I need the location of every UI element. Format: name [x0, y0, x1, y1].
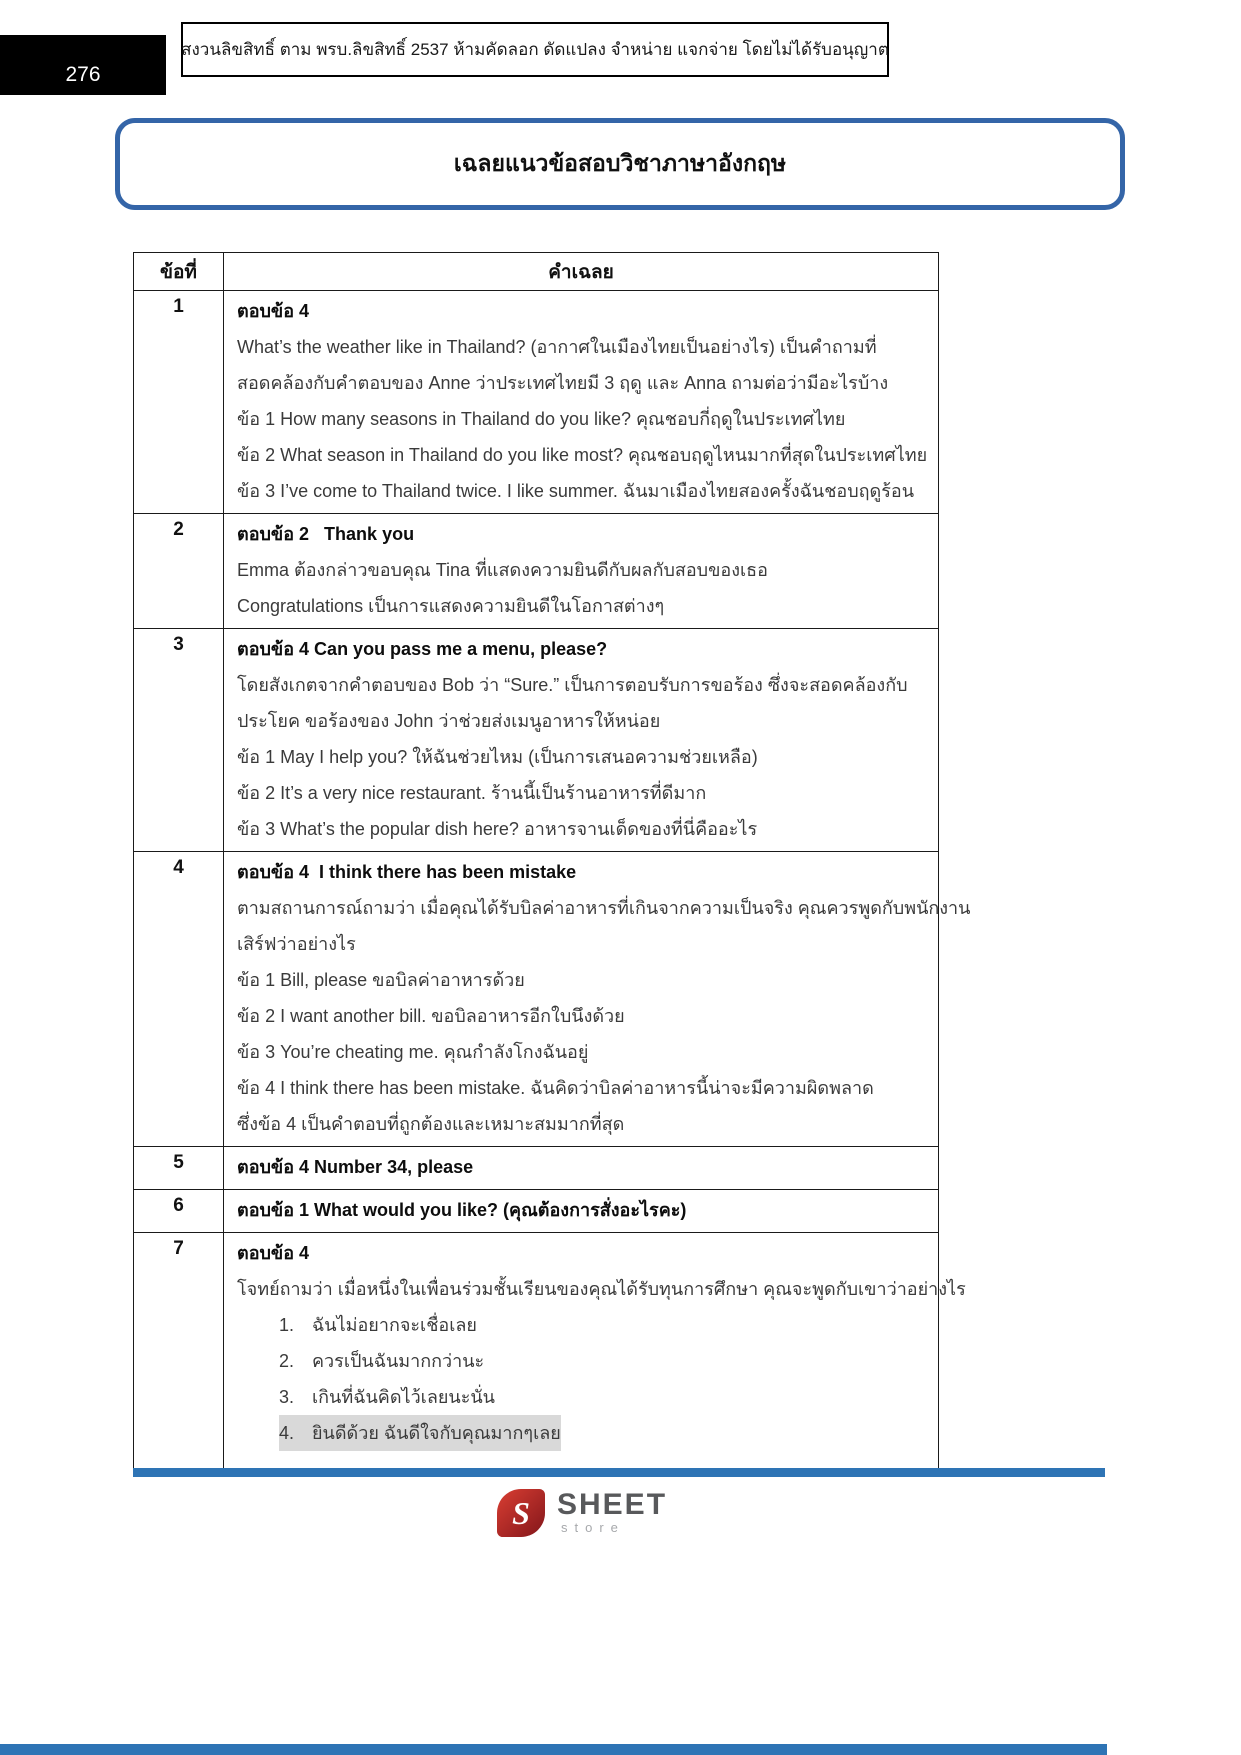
copyright-box: [181, 22, 889, 77]
answer-line: ข้อ 1 How many seasons in Thailand do you like? คุณชอบกี่ฤดูในประเทศไทย: [237, 409, 846, 429]
page-title: เฉลยแนวข้อสอบวิชาภาษาอังกฤษ: [453, 150, 787, 176]
answer-title: ตอบข้อ 4: [237, 301, 310, 321]
answer-line: ข้อ 2 What season in Thailand do you like most? คุณชอบฤดูไหนมากที่สุดในประเทศไทย: [237, 445, 928, 465]
answer-line: ข้อ 1 May I help you? ให้ฉันช่วยไหม (เป็นการเสนอความช่วยเหลือ): [237, 747, 758, 767]
column-header-answer: คำเฉลย: [224, 253, 939, 291]
row-number: 3: [134, 629, 224, 852]
brand-text: [557, 1490, 667, 1536]
choice-item: [237, 1379, 928, 1415]
row-number: 6: [134, 1190, 224, 1233]
choice-item-highlighted: [237, 1415, 928, 1451]
answer-line: ข้อ 1 Bill, please ขอบิลค่าอาหารด้วย: [237, 970, 525, 990]
footer-divider-line: [133, 1468, 1105, 1477]
table-row: [134, 1147, 939, 1190]
answer-line: ซึ่งข้อ 4 เป็นคำตอบที่ถูกต้องและเหมาะสมมากที่สุด: [237, 1114, 625, 1134]
answer-title: ตอบข้อ 4 I think there has been mistake: [237, 862, 577, 882]
choice-item: [237, 1343, 928, 1379]
choice-text: ยินดีด้วย ฉันดีใจกับคุณมากๆเลย: [312, 1423, 561, 1443]
table-header-row: [134, 253, 939, 291]
answer-table: [133, 252, 971, 1476]
answer-line: ข้อ 3 I’ve come to Thailand twice. I like summer. ฉันมาเมืองไทยสองครั้งฉันชอบฤดูร้อน: [237, 481, 915, 501]
brand-subname: store: [561, 1520, 625, 1535]
answer-cell: [224, 852, 971, 1147]
choice-text: ฉันไม่อยากจะเชื่อเลย: [312, 1315, 477, 1335]
choice-content: [279, 1343, 484, 1379]
choice-number: 2.: [279, 1351, 295, 1371]
answer-title: ตอบข้อ 4 Can you pass me a menu, please?: [237, 639, 608, 659]
row-number: 2: [134, 514, 224, 629]
table-row: [134, 291, 939, 514]
table-row: [134, 629, 939, 852]
answer-line: ข้อ 3 What’s the popular dish here? อาหารจานเด็ดของที่นี่คืออะไร: [237, 819, 758, 839]
answer-cell: [224, 1190, 939, 1233]
choice-number: 3.: [279, 1387, 295, 1407]
table-row: [134, 1233, 939, 1476]
choice-content: [279, 1379, 495, 1415]
choice-text: เกินที่ฉันคิดไว้เลยนะนั่น: [312, 1387, 495, 1407]
choice-text: ควรเป็นฉันมากกว่านะ: [312, 1351, 485, 1371]
answer-line: ข้อ 2 It’s a very nice restaurant. ร้านนี้เป็นร้านอาหารที่ดีมาก: [237, 783, 707, 803]
answer-cell: [224, 514, 939, 629]
brand-name: SHEET: [557, 1488, 668, 1521]
row-number: 4: [134, 852, 224, 1147]
choice-content: [279, 1415, 561, 1451]
answer-line: โจทย์ถามว่า เมื่อหนึ่งในเพื่อนร่วมชั้นเรียนของคุณได้รับทุนการศึกษา คุณจะพูดกับเขาว่าอย่างไร: [237, 1279, 966, 1299]
choice-number: 4.: [279, 1423, 295, 1443]
exam-title-box: [115, 118, 1125, 210]
row-number: 1: [134, 291, 224, 514]
answer-line: Emma ต้องกล่าวขอบคุณ Tina ที่แสดงความยินดีกับผลกับสอบของเธอ: [237, 560, 768, 580]
page-number: 276: [65, 63, 101, 86]
column-header-no: ข้อที่: [134, 253, 224, 291]
answer-line: ประโยค ขอร้องของ John ว่าช่วยส่งเมนูอาหารให้หน่อย: [237, 711, 661, 731]
choice-content: [279, 1307, 477, 1343]
answer-line: สอดคล้องกับคำตอบของ Anne ว่าประเทศไทยมี 3 ฤดู และ Anna ถามต่อว่ามีอะไรบ้าง: [237, 373, 889, 393]
row-number: 5: [134, 1147, 224, 1190]
answer-cell: [224, 629, 939, 852]
answer-line: ข้อ 3 You’re cheating me. คุณกำลังโกงฉันอยู่: [237, 1042, 589, 1062]
answer-cell: [224, 1233, 966, 1476]
answer-title: ตอบข้อ 4 Number 34, please: [237, 1157, 474, 1177]
sheet-store-logo-icon: S: [497, 1489, 545, 1537]
choice-number: 1.: [279, 1315, 295, 1335]
table-row: [134, 852, 939, 1147]
answer-title: ตอบข้อ 4: [237, 1243, 310, 1263]
answer-line: เสิร์ฟว่าอย่างไร: [237, 934, 356, 954]
answer-line: ตามสถานการณ์ถามว่า เมื่อคุณได้รับบิลค่าอาหารที่เกินจากความเป็นจริง คุณควรพูดกับพนักงาน: [237, 898, 971, 918]
answer-line: Congratulations เป็นการแสดงความยินดีในโอกาสต่างๆ: [237, 596, 665, 616]
answer-cell: [224, 291, 939, 514]
answer-line: ข้อ 4 I think there has been mistake. ฉันคิดว่าบิลค่าอาหารนี้น่าจะมีความผิดพลาด: [237, 1078, 874, 1098]
page-number-box: [0, 35, 166, 95]
answer-line: โดยสังเกตจากคำตอบของ Bob ว่า “Sure.” เป็นการตอบรับการขอร้อง ซึ่งจะสอดคล้องกับ: [237, 675, 908, 695]
table-row: [134, 514, 939, 629]
row-number: 7: [134, 1233, 224, 1476]
choice-item: [237, 1307, 928, 1343]
copyright-text: สงวนลิขสิทธิ์ ตาม พรบ.ลิขสิทธิ์ 2537 ห้ามคัดลอก ดัดแปลง จำหน่าย แจกจ่าย โดยไม่ได้รับอนุญาต: [181, 40, 889, 59]
answer-line: What’s the weather like in Thailand? (อากาศในเมืองไทยเป็นอย่างไร) เป็นคำถามที่: [237, 337, 877, 357]
brand-logo: [497, 1489, 667, 1537]
answer-title: ตอบข้อ 2 Thank you: [237, 524, 415, 544]
bottom-bar: [0, 1744, 1107, 1755]
answer-cell: [224, 1147, 939, 1190]
answer-line: ข้อ 2 I want another bill. ขอบิลอาหารอีกใบนึงด้วย: [237, 1006, 625, 1026]
answer-title: ตอบข้อ 1 What would you like? (คุณต้องการสั่งอะไรคะ): [237, 1200, 687, 1220]
table-row: [134, 1190, 939, 1233]
